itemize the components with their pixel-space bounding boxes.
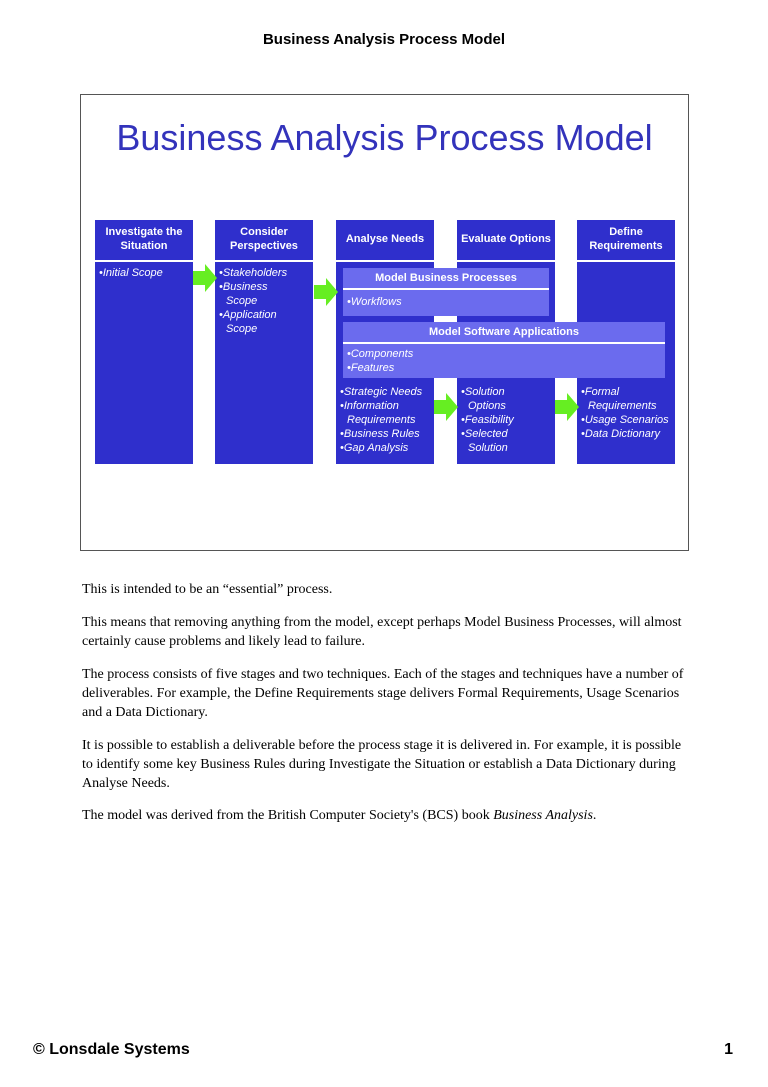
- technique-divider: [343, 342, 665, 344]
- page-header: Business Analysis Process Model: [262, 31, 506, 48]
- stage-title: Investigate the Situation: [105, 226, 183, 252]
- slide-diagram: [80, 94, 689, 551]
- deliverable-item: • Workflows: [347, 295, 543, 309]
- deliverable-item: • Stakeholders: [219, 266, 299, 280]
- stage-divider: [457, 260, 555, 262]
- technique-deliverables: [347, 295, 543, 309]
- paragraph-stages: The process consists of five stages and two techniques. Each of the stages and techniques have a number of deliverables. For example, the Define Requirements stage delivers Formal Requirements, Usage Scenarios and a Data Dictionary.: [82, 667, 684, 720]
- technique-title: Model Software Applications: [429, 326, 579, 338]
- arrow-right-icon: [434, 393, 458, 421]
- paragraph-deliverable: It is possible to establish a deliverable before the process stage it is delivered in. For example, it is possible to identify some key Business Rules during Investigate the Situation or establish a Data Dictionary during Analyse Needs.: [82, 738, 682, 791]
- source-text: The model was derived from the British Computer Society's (BCS) book: [82, 808, 494, 823]
- deliverable-item: • Components: [347, 347, 657, 361]
- stage-title: Consider Perspectives: [230, 226, 298, 252]
- stage-investigate-the-situation: [95, 220, 193, 464]
- stage-consider-perspectives: [215, 220, 313, 464]
- deliverable-item: • Business Scope: [219, 280, 299, 308]
- deliverable-item: • Information Requirements: [340, 399, 434, 427]
- stage-title: Evaluate Options: [461, 233, 551, 245]
- source-suffix: .: [592, 808, 597, 823]
- deliverable-item: • Data Dictionary: [581, 427, 675, 441]
- technique-deliverables: [347, 347, 657, 375]
- deliverable-item: • Solution Options: [461, 385, 541, 413]
- footer-copyright: © Lonsdale Systems: [33, 1041, 190, 1058]
- arrow-right-icon: [555, 393, 579, 421]
- technique-model-software-applications: [343, 322, 665, 378]
- stage-divider: [336, 260, 434, 262]
- deliverable-item: • Feasibility: [461, 413, 541, 427]
- stage-divider: [95, 260, 193, 262]
- paragraph-removing: This means that removing anything from the model, except perhaps Model Business Processes, will almost certainly cause problems and likely lead to failure.: [82, 615, 682, 649]
- page-number: 1: [724, 1041, 733, 1058]
- deliverable-item: • Usage Scenarios: [581, 413, 675, 427]
- arrow-right-icon: [314, 278, 338, 306]
- technique-divider: [343, 288, 549, 290]
- stage-deliverables: [219, 266, 299, 336]
- paragraph-essential: This is intended to be an “essential” process.: [82, 582, 333, 597]
- stage-deliverables: [99, 266, 191, 280]
- stage-deliverables: [461, 385, 541, 455]
- stage-divider: [215, 260, 313, 262]
- technique-title: Model Business Processes: [375, 272, 517, 284]
- paragraph-source: [82, 806, 688, 825]
- deliverable-item: • Strategic Needs: [340, 385, 434, 399]
- stage-deliverables: [581, 385, 675, 441]
- deliverable-item: • Selected Solution: [461, 427, 541, 455]
- stage-title: Analyse Needs: [345, 233, 425, 245]
- stage-deliverables: [340, 385, 434, 455]
- deliverable-item: • Gap Analysis: [340, 441, 434, 455]
- deliverable-item: • Formal Requirements: [581, 385, 675, 413]
- stage-title: Define Requirements: [589, 226, 663, 252]
- arrow-right-icon: [193, 264, 217, 292]
- deliverable-item: • Features: [347, 361, 657, 375]
- book-title: Business Analysis: [493, 808, 593, 823]
- technique-model-business-processes: [343, 268, 549, 316]
- slide-title: Business Analysis Process Model: [116, 117, 653, 158]
- deliverable-item: • Initial Scope: [99, 266, 191, 280]
- deliverable-item: • Application Scope: [219, 308, 299, 336]
- stage-divider: [577, 260, 675, 262]
- deliverable-item: • Business Rules: [340, 427, 434, 441]
